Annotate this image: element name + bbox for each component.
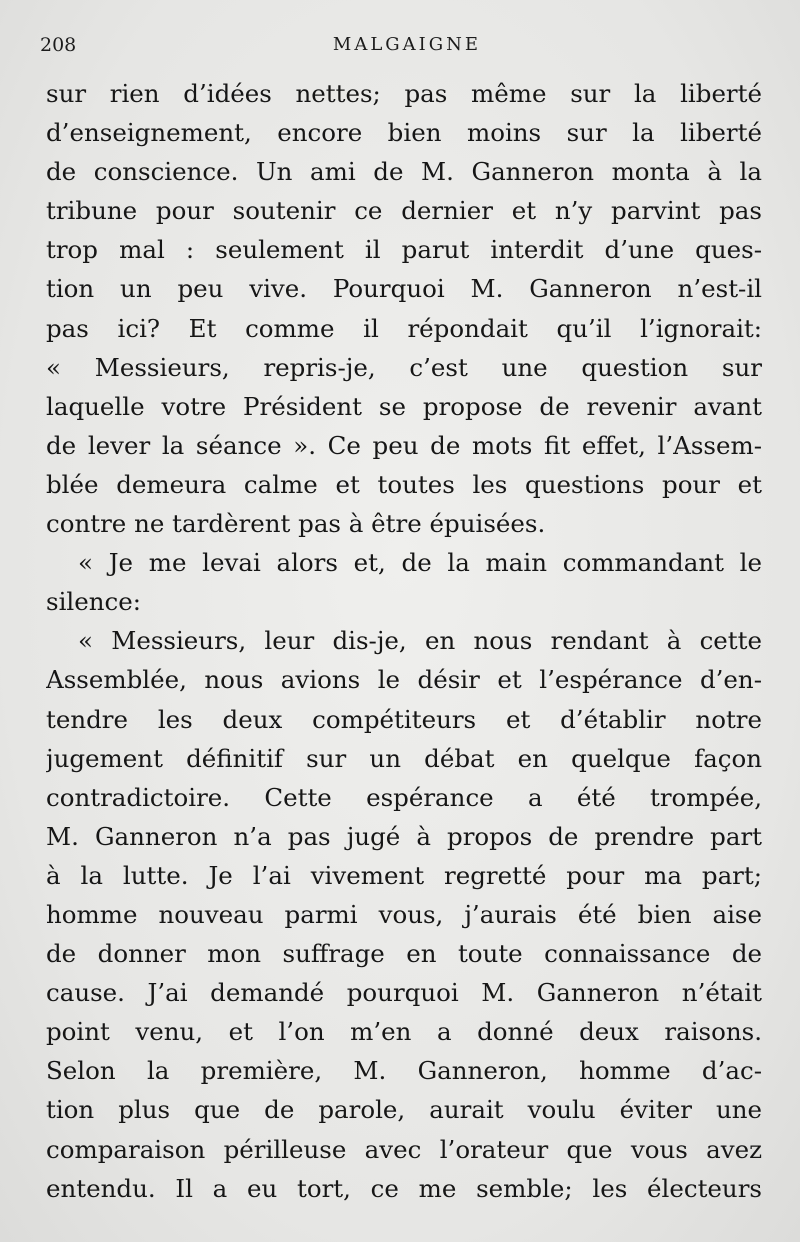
- text-line: jugement définitif sur un débat en quelque façon: [46, 743, 762, 773]
- text-line: cause. J’ai demandé pourquoi M. Ganneron n’était: [46, 978, 762, 1008]
- text-line: « Je me levai alors et, de la main commandant le: [78, 548, 762, 578]
- text-line: Assemblée, nous avions le désir et l’espérance d’en-: [46, 665, 762, 695]
- text-line: de conscience. Un ami de M. Ganneron monta à la: [46, 157, 762, 187]
- text-line: de lever la séance ». Ce peu de mots fit effet, l’Assem-: [46, 430, 762, 460]
- text-line: laquelle votre Président se propose de revenir avant: [46, 391, 762, 421]
- text-line: contre ne tardèrent pas à être épuisées.: [46, 509, 546, 539]
- text-line: d’enseignement, encore bien moins sur la liberté: [46, 118, 762, 148]
- text-line: pas ici? Et comme il répondait qu’il l’ignorait:: [46, 313, 762, 343]
- text-line: tendre les deux compétiteurs et d’établir notre: [46, 704, 762, 734]
- text-line: point venu, et l’on m’en a donné deux raisons.: [46, 1017, 762, 1047]
- text-line: M. Ganneron n’a pas jugé à propos de prendre part: [46, 821, 762, 851]
- text-line: trop mal : seulement il parut interdit d’une ques-: [46, 235, 762, 265]
- text-line: Selon la première, M. Ganneron, homme d’ac-: [46, 1056, 762, 1086]
- text-line: tribune pour soutenir ce dernier et n’y parvint pas: [46, 196, 762, 226]
- text-line: contradictoire. Cette espérance a été trompée,: [46, 782, 762, 812]
- text-line: homme nouveau parmi vous, j’aurais été bien aise: [46, 899, 762, 929]
- text-line: blée demeura calme et toutes les questions pour et: [46, 469, 762, 499]
- text-line: à la lutte. Je l’ai vivement regretté pour ma part;: [46, 860, 762, 890]
- page-number: 208: [40, 34, 77, 56]
- text-line: « Messieurs, leur dis-je, en nous rendant à cette: [78, 626, 762, 656]
- text-line: silence:: [46, 587, 141, 617]
- text-line: de donner mon suffrage en toute connaissance de: [46, 939, 762, 969]
- text-line: entendu. Il a eu tort, ce me semble; les électeurs: [46, 1173, 762, 1203]
- text-line: tion plus que de parole, aurait voulu éviter une: [46, 1095, 762, 1125]
- text-line: « Messieurs, repris-je, c’est une question sur: [46, 352, 762, 382]
- running-title: MALGAIGNE: [332, 34, 482, 55]
- body-text: [46, 74, 762, 1208]
- text-line: comparaison périlleuse avec l’orateur que vous avez: [46, 1134, 762, 1164]
- text-line: sur rien d’idées nettes; pas même sur la liberté: [46, 79, 762, 108]
- text-line: tion un peu vive. Pourquoi M. Ganneron n’est-il: [46, 274, 762, 304]
- page-header: [40, 34, 760, 62]
